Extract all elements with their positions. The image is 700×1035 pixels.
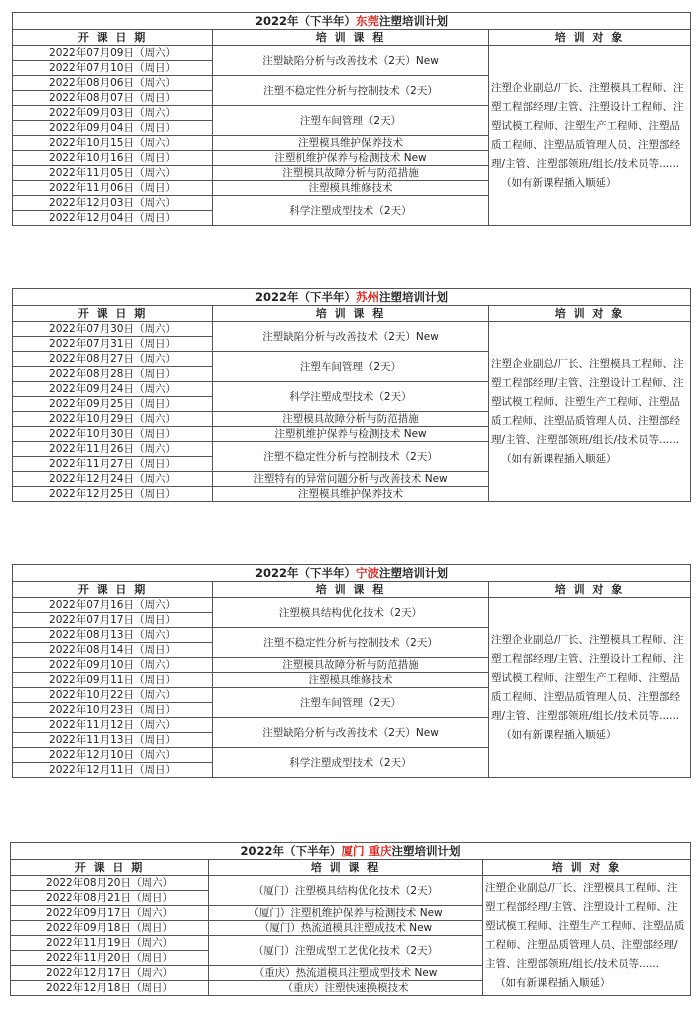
course-cell: 注塑车间管理（2天） (213, 688, 489, 718)
date-cell: 2022年11月12日（周六） (13, 718, 213, 733)
date-cell: 2022年07月31日（周日） (13, 337, 213, 352)
target-cell: 注塑企业副总/厂长、注塑模具工程师、注塑工程部经理/主管、注塑设计工程师、注塑试模工程师、注塑生产工程师、注塑品质工程师、注塑品质管理人员、注塑部经理/主管、注塑部领班/组长/技术员等...... （如有新课程插入顺延） (483, 876, 691, 996)
header-course: 培 训 课 程 (213, 306, 489, 322)
course-cell: （重庆）热流道模具注塑成型技术 New (209, 966, 483, 981)
date-cell: 2022年10月16日（周日） (13, 151, 213, 166)
header-course: 培 训 课 程 (213, 582, 489, 598)
date-cell: 2022年07月16日（周六） (13, 598, 213, 613)
date-cell: 2022年07月09日（周六） (13, 46, 213, 61)
header-target: 培 训 对 象 (483, 860, 691, 876)
date-cell: 2022年09月24日（周六） (13, 382, 213, 397)
course-cell: 注塑模具维护保养技术 (213, 487, 489, 502)
date-cell: 2022年12月25日（周日） (13, 487, 213, 502)
note-text: （如有新课程插入顺延） (495, 976, 611, 989)
date-cell: 2022年12月03日（周六） (13, 196, 213, 211)
date-cell: 2022年07月17日（周日） (13, 613, 213, 628)
date-cell: 2022年11月13日（周日） (13, 733, 213, 748)
date-cell: 2022年08月27日（周六） (13, 352, 213, 367)
city-name: 宁波 (356, 566, 379, 580)
course-cell: 注塑模具故障分析与防范措施 (213, 166, 489, 181)
course-cell: 注塑车间管理（2天） (213, 106, 489, 136)
target-cell: 注塑企业副总/厂长、注塑模具工程师、注塑工程部经理/主管、注塑设计工程师、注塑试模工程师、注塑生产工程师、注塑品质工程师、注塑品质管理人员、注塑部经理/主管、注塑部领班/组长/技术员等...... （如有新课程插入顺延） (489, 598, 691, 778)
date-cell: 2022年11月06日（周日） (13, 181, 213, 196)
date-cell: 2022年07月10日（周日） (13, 61, 213, 76)
date-cell: 2022年12月11日（周日） (13, 763, 213, 778)
course-cell: 注塑模具故障分析与防范措施 (213, 658, 489, 673)
date-cell: 2022年10月30日（周日） (13, 427, 213, 442)
course-cell: （重庆）注塑快速换模技术 (209, 981, 483, 996)
course-cell: （厦门）注塑成型工艺优化技术（2天） (209, 936, 483, 966)
note-text: （如有新课程插入顺延） (501, 176, 617, 189)
date-cell: 2022年11月26日（周六） (13, 442, 213, 457)
date-cell: 2022年08月07日（周日） (13, 91, 213, 106)
course-cell: 注塑缺陷分析与改善技术（2天）New (213, 46, 489, 76)
course-cell: （厦门）注塑模具结构优化技术（2天） (209, 876, 483, 906)
course-cell: 注塑不稳定性分析与控制技术（2天） (213, 76, 489, 106)
date-cell: 2022年08月21日（周日） (11, 891, 209, 906)
date-cell: 2022年07月30日（周六） (13, 322, 213, 337)
date-cell: 2022年08月28日（周日） (13, 367, 213, 382)
course-cell: 注塑车间管理（2天） (213, 352, 489, 382)
header-target: 培 训 对 象 (489, 306, 691, 322)
city-name: 苏州 (356, 290, 379, 304)
date-cell: 2022年09月18日（周日） (11, 921, 209, 936)
schedule-table-xiamen-chongqing (10, 842, 691, 996)
course-cell: 注塑模具维修技术 (213, 673, 489, 688)
course-cell: 注塑模具结构优化技术（2天） (213, 598, 489, 628)
header-date: 开 课 日 期 (13, 30, 213, 46)
date-cell: 2022年12月24日（周六） (13, 472, 213, 487)
date-cell: 2022年11月20日（周日） (11, 951, 209, 966)
course-cell: 科学注塑成型技术（2天） (213, 196, 489, 226)
header-date: 开 课 日 期 (13, 582, 213, 598)
date-cell: 2022年12月04日（周日） (13, 211, 213, 226)
date-cell: 2022年10月22日（周六） (13, 688, 213, 703)
date-cell: 2022年11月05日（周六） (13, 166, 213, 181)
schedule-table-dongguan (12, 12, 691, 226)
course-cell: 注塑不稳定性分析与控制技术（2天） (213, 628, 489, 658)
table-title: 2022年（下半年）厦门 重庆注塑培训计划 (11, 843, 691, 860)
date-cell: 2022年11月27日（周日） (13, 457, 213, 472)
date-cell: 2022年08月13日（周六） (13, 628, 213, 643)
course-cell: 注塑缺陷分析与改善技术（2天）New (213, 322, 489, 352)
course-cell: 注塑不稳定性分析与控制技术（2天） (213, 442, 489, 472)
course-cell: 注塑机维护保养与检测技术 New (213, 151, 489, 166)
course-cell: 注塑特有的异常问题分析与改善技术 New (213, 472, 489, 487)
date-cell: 2022年10月15日（周六） (13, 136, 213, 151)
course-cell: 科学注塑成型技术（2天） (213, 748, 489, 778)
header-date: 开 课 日 期 (11, 860, 209, 876)
date-cell: 2022年12月17日（周六） (11, 966, 209, 981)
schedule-table-suzhou (12, 288, 691, 502)
city-name: 厦门 重庆 (341, 844, 392, 858)
schedule-table-ningbo (12, 564, 691, 778)
course-cell: 注塑模具维修技术 (213, 181, 489, 196)
table-title: 2022年（下半年）宁波注塑培训计划 (13, 565, 691, 582)
date-cell: 2022年10月23日（周日） (13, 703, 213, 718)
course-cell: 注塑缺陷分析与改善技术（2天）New (213, 718, 489, 748)
header-course: 培 训 课 程 (209, 860, 483, 876)
date-cell: 2022年09月03日（周六） (13, 106, 213, 121)
date-cell: 2022年10月29日（周六） (13, 412, 213, 427)
course-cell: （厦门）注塑机维护保养与检测技术 New (209, 906, 483, 921)
course-cell: 注塑模具维护保养技术 (213, 136, 489, 151)
course-cell: 注塑模具故障分析与防范措施 (213, 412, 489, 427)
date-cell: 2022年09月25日（周日） (13, 397, 213, 412)
header-course: 培 训 课 程 (213, 30, 489, 46)
date-cell: 2022年11月19日（周六） (11, 936, 209, 951)
course-cell: 注塑机维护保养与检测技术 New (213, 427, 489, 442)
date-cell: 2022年09月04日（周日） (13, 121, 213, 136)
date-cell: 2022年08月14日（周日） (13, 643, 213, 658)
target-cell: 注塑企业副总/厂长、注塑模具工程师、注塑工程部经理/主管、注塑设计工程师、注塑试模工程师、注塑生产工程师、注塑品质工程师、注塑品质管理人员、注塑部经理/主管、注塑部领班/组长/技术员等...... （如有新课程插入顺延） (489, 46, 691, 226)
course-cell: 科学注塑成型技术（2天） (213, 382, 489, 412)
date-cell: 2022年09月10日（周六） (13, 658, 213, 673)
city-name: 东莞 (356, 14, 379, 28)
date-cell: 2022年12月10日（周六） (13, 748, 213, 763)
date-cell: 2022年08月06日（周六） (13, 76, 213, 91)
header-target: 培 训 对 象 (489, 582, 691, 598)
note-text: （如有新课程插入顺延） (501, 728, 617, 741)
table-title: 2022年（下半年）东莞注塑培训计划 (13, 13, 691, 30)
table-title: 2022年（下半年）苏州注塑培训计划 (13, 289, 691, 306)
header-date: 开 课 日 期 (13, 306, 213, 322)
date-cell: 2022年12月18日（周日） (11, 981, 209, 996)
course-cell: （厦门）热流道模具注塑成技术 New (209, 921, 483, 936)
date-cell: 2022年08月20日（周六） (11, 876, 209, 891)
header-target: 培 训 对 象 (489, 30, 691, 46)
target-cell: 注塑企业副总/厂长、注塑模具工程师、注塑工程部经理/主管、注塑设计工程师、注塑试模工程师、注塑生产工程师、注塑品质工程师、注塑品质管理人员、注塑部经理/主管、注塑部领班/组长/技术员等...... （如有新课程插入顺延） (489, 322, 691, 502)
date-cell: 2022年09月11日（周日） (13, 673, 213, 688)
note-text: （如有新课程插入顺延） (501, 452, 617, 465)
date-cell: 2022年09月17日（周六） (11, 906, 209, 921)
